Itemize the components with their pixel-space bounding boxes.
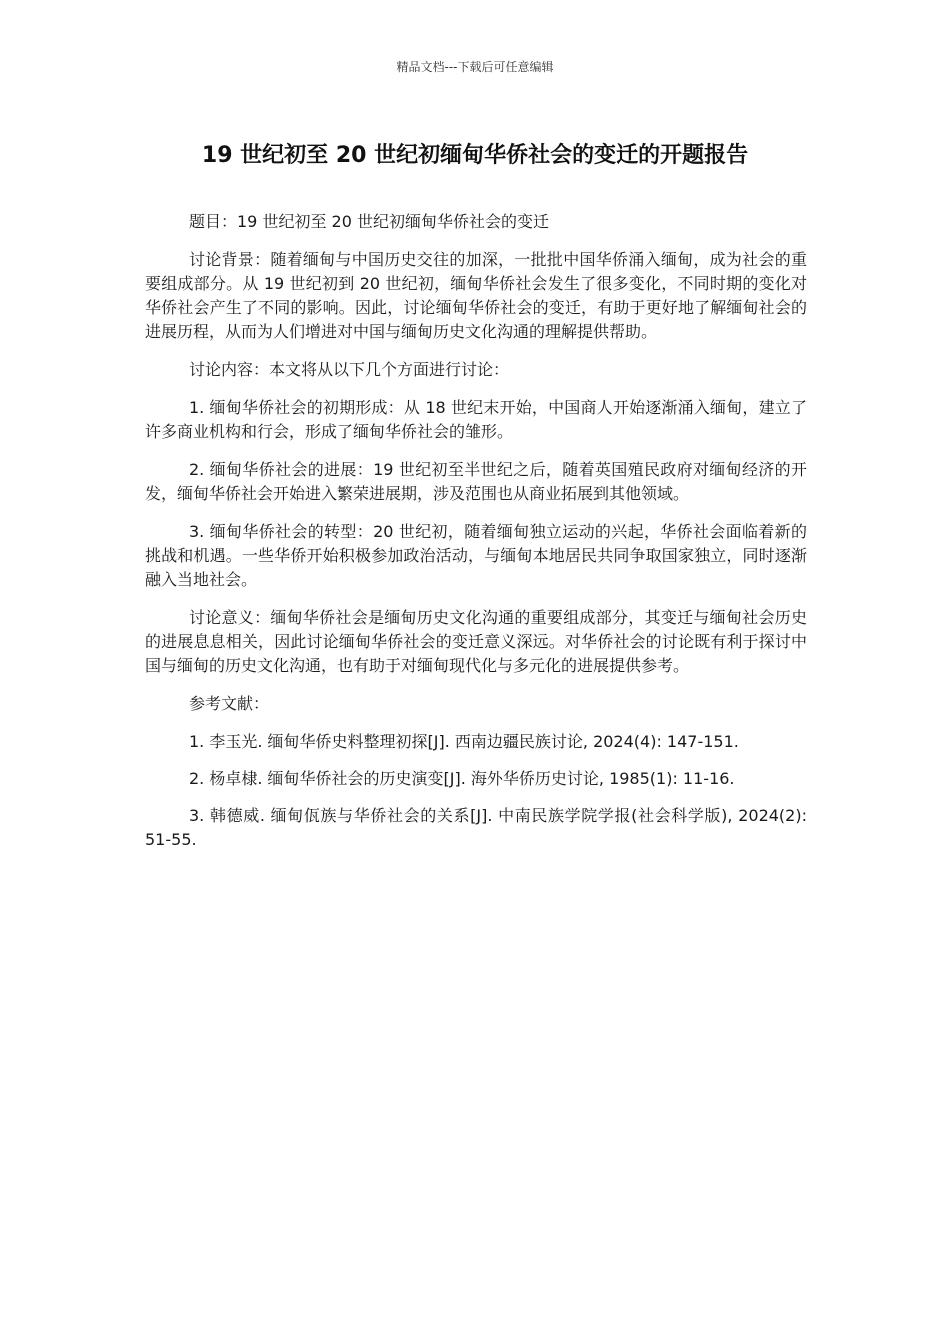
document-body: [145, 210, 807, 865]
content-item-3: 3. 缅甸华侨社会的转型：20 世纪初，随着缅甸独立运动的兴起，华侨社会面临着新的挑战和机遇。一些华侨开始积极参加政治活动，与缅甸本地居民共同争取国家独立，同时逐渐融入当地社会。: [145, 522, 807, 589]
reference-item-2: 2. 杨卓棣. 缅甸华侨社会的历史演变[J]. 海外华侨历史讨论, 1985(1): 11-16.: [189, 769, 735, 788]
background-paragraph: 讨论背景：随着缅甸与中国历史交往的加深，一批批中国华侨涌入缅甸，成为社会的重要组成部分。从 19 世纪初到 20 世纪初，缅甸华侨社会发生了很多变化，不同时期的变化对华侨社会产生了不同的影响。因此，讨论缅甸华侨社会的变迁，有助于更好地了解缅甸社会的进展历程，从而为人们增进对中国与缅甸历史文化沟通的理解提供帮助。: [145, 250, 807, 341]
reference-item-3: 3. 韩德威. 缅甸佤族与华侨社会的关系[J]. 中南民族学院学报(社会科学版), 2024(2): 51-55.: [145, 806, 807, 849]
topic-paragraph: 题目：19 世纪初至 20 世纪初缅甸华侨社会的变迁: [189, 212, 549, 231]
content-item-2: 2. 缅甸华侨社会的进展：19 世纪初至半世纪之后，随着英国殖民政府对缅甸经济的开发，缅甸华侨社会开始进入繁荣进展期，涉及范围也从商业拓展到其他领域。: [145, 460, 807, 503]
references-heading: 参考文献：: [189, 694, 270, 713]
reference-item-1: 1. 李玉光. 缅甸华侨史料整理初探[J]. 西南边疆民族讨论, 2024(4): 147-151.: [189, 732, 739, 751]
content-intro-paragraph: 讨论内容：本文将从以下几个方面进行讨论：: [189, 360, 510, 379]
content-item-1: 1. 缅甸华侨社会的初期形成：从 18 世纪末开始，中国商人开始逐渐涌入缅甸，建立了许多商业机构和行会，形成了缅甸华侨社会的雏形。: [145, 398, 807, 441]
significance-paragraph: 讨论意义：缅甸华侨社会是缅甸历史文化沟通的重要组成部分，其变迁与缅甸社会历史的进展息息相关，因此讨论缅甸华侨社会的变迁意义深远。对华侨社会的讨论既有利于探讨中国与缅甸的历史文化沟通，也有助于对缅甸现代化与多元化的进展提供参考。: [145, 608, 807, 675]
document-title: 19 世纪初至 20 世纪初缅甸华侨社会的变迁的开题报告: [201, 143, 749, 168]
header-note: 精品文档---下载后可任意编辑: [396, 60, 554, 74]
